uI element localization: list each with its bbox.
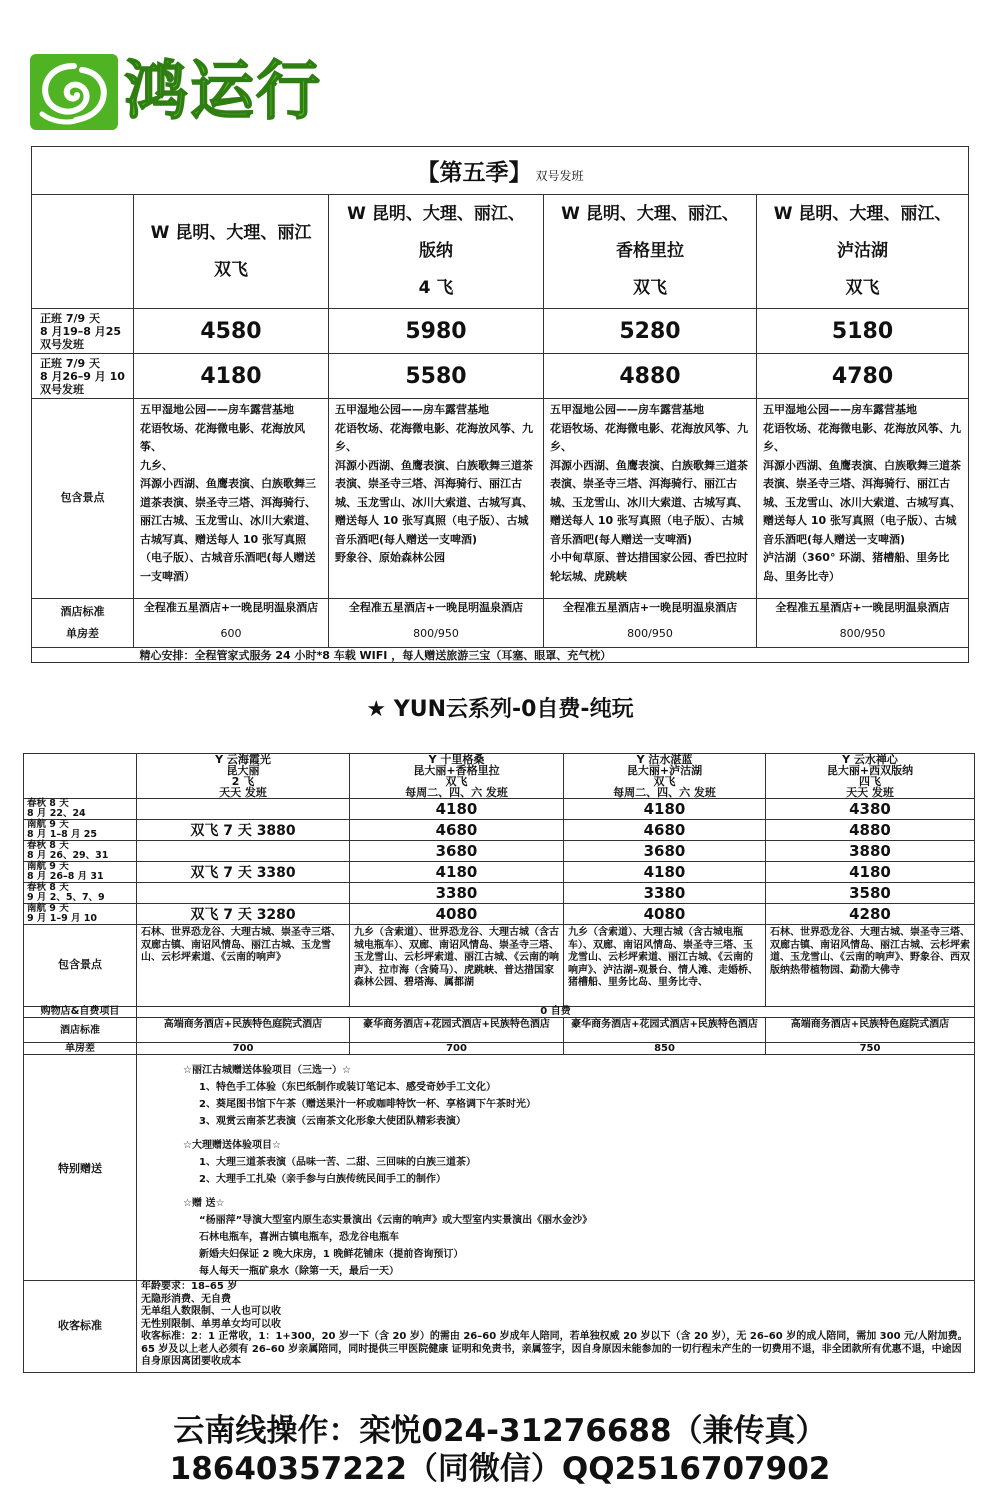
shopping-value: 0 自费	[137, 1007, 975, 1018]
corner-cell	[24, 754, 137, 799]
departure-label: 春秋 8 天 8 月 22、24	[24, 799, 137, 820]
price-cell: 3680	[350, 841, 564, 862]
departure-label: 春秋 8 天 9 月 2、5、7、9	[24, 883, 137, 904]
admission-rule: 无隐形消费、无自费	[141, 1293, 231, 1305]
hotel-label: 酒店标准 单房差	[32, 599, 134, 648]
gift-item: 2、大理手工扎染（亲手参与白族传统民间手工的制作）	[199, 1174, 446, 1185]
hotel-cell: 高端商务酒店+民族特色庭院式酒店	[766, 1018, 975, 1043]
hotel-cell: 高端商务酒店+民族特色庭院式酒店	[137, 1018, 350, 1043]
gift-label: 特别赠送	[24, 1055, 137, 1281]
gift-heading: ☆丽江古城赠送体验项目（三选一）☆	[183, 1065, 351, 1076]
single-room-diff: 850	[564, 1043, 766, 1055]
single-room-diff: 800/950	[627, 627, 673, 640]
logo	[28, 52, 322, 132]
swirl-logo-icon	[28, 52, 120, 132]
hotel-cell: 全程准五星酒店+一晚昆明温泉酒店 800/950	[544, 599, 757, 648]
gift-item: 石林电瓶车，喜洲古镇电瓶车，恐龙谷电瓶车	[199, 1232, 399, 1243]
departure-label: 南航 9 天 8 月 26–8 月 31	[24, 862, 137, 883]
gift-heading: ☆大理赠送体验项目☆	[183, 1140, 281, 1151]
season-five-table	[31, 146, 969, 663]
departure-label: 春秋 8 天 8 月 26、29、31	[24, 841, 137, 862]
empty-cell	[137, 883, 350, 904]
admission-rule: 65 岁及以上老人必须有 26–60 岁亲属陪同，同时提供三甲医院健康 证明和免责书，亲属签字，因自身原因未能参加的一切行程未产生的一切费用不退，非全团款所有优惠不退，中途因自身原因离团要收成本	[141, 1343, 962, 1367]
single-room-diff: 700	[137, 1043, 350, 1055]
single-room-diff: 750	[766, 1043, 975, 1055]
gift-item: 1、大理三道茶表演（品味一苦、二甜、三回味的白族三道茶）	[199, 1157, 476, 1168]
contact-footer	[0, 1412, 1000, 1488]
price-cell: 4780	[757, 354, 969, 399]
price-cell: 4380	[766, 799, 975, 820]
price-cell: 4180	[766, 862, 975, 883]
price-cell: 4080	[564, 904, 766, 925]
price-cell: 3580	[766, 883, 975, 904]
price-cell: 双飞 7 天 3880	[137, 820, 350, 841]
yun-series-table	[23, 753, 975, 1373]
contact-line: 云南线操作：栾悦024-31276688（兼传真）	[173, 1413, 827, 1449]
hotel-cell: 豪华商务酒店+花园式酒店+民族特色酒店	[564, 1018, 766, 1043]
route-header: W 昆明、大理、丽江 双飞	[134, 195, 329, 309]
price-cell: 双飞 7 天 3280	[137, 904, 350, 925]
departure-label: 南航 9 天 9 月 1–9 月 10	[24, 904, 137, 925]
scenic-cell: 五甲湿地公园——房车露营基地 花语牧场、花海微电影、花海放风筝、 九乡、 洱源小西湖、鱼鹰表演、白族歌舞三道茶表演、崇圣寺三塔、洱海骑行、 丽江古城、玉龙雪山、冰川大索道、古城写真、赠送每人 10 张写真照（电子版）、古城音乐酒吧(每人赠送一支啤酒）	[134, 399, 329, 599]
gift-heading: ☆赠 送☆	[183, 1198, 225, 1209]
price-cell: 4680	[564, 820, 766, 841]
price-cell: 3380	[350, 883, 564, 904]
price-cell: 3680	[564, 841, 766, 862]
scenic-cell: 石林、世界恐龙谷、大理古城、崇圣寺三塔、双廊古镇、南诏风情岛、丽江古城、云杉坪索道、玉龙雪山、《云南的响声》、野象谷、西双版纳热带植物园、勐泐大佛寺	[766, 925, 975, 1007]
hotel-cell: 豪华商务酒店+花园式酒店+民族特色酒店	[350, 1018, 564, 1043]
gift-item: 1、特色手工体验（东巴纸制作或装订笔记本、感受奇妙手工文化）	[199, 1082, 496, 1093]
scenic-cell: 石林、世界恐龙谷、大理古城、崇圣寺三塔、双廊古镇、南诏风情岛、丽江古城、玉龙雪山、云杉坪索道、《云南的响声》	[137, 925, 350, 1007]
single-room-diff: 600	[220, 627, 242, 640]
admission-rule: 无单组人数限制、一人也可以收	[141, 1306, 281, 1317]
single-room-diff: 800/950	[839, 627, 886, 640]
gift-item: 3、观赏云南茶艺表演（云南茶文化形象大使团队精彩表演）	[199, 1116, 466, 1127]
empty-cell	[137, 799, 350, 820]
price-cell: 3880	[766, 841, 975, 862]
empty-cell	[137, 841, 350, 862]
gift-item: “杨丽萍”导演大型室内原生态实景演出《云南的响声》或大型室内实景演出《丽水金沙》	[199, 1215, 593, 1226]
scenic-label: 包含景点	[32, 399, 134, 599]
admission-label: 收客标准	[24, 1281, 137, 1373]
scenic-cell: 五甲湿地公园——房车露营基地 花语牧场、花海微电影、花海放风筝、九乡、 洱源小西湖、鱼鹰表演、白族歌舞三道茶表演、崇圣寺三塔、洱海骑行、丽江古城、玉龙雪山、冰川大索道、古城写真、赠送每人 10 张写真照（电子版）、古城音乐酒吧(每人赠送一支啤酒) 野象谷、原始森林公园	[329, 399, 544, 599]
season-title: 【第五季】	[416, 160, 532, 186]
hotel-cell: 全程准五星酒店+一晚昆明温泉酒店 800/950	[329, 599, 544, 648]
price-cell: 5980	[329, 309, 544, 354]
route-header: Y 十里格桑 昆大丽+香格里拉 双飞 每周二、四、六 发班	[350, 754, 564, 799]
gift-item: 每人每天一瓶矿泉水（除第一天，最后一天）	[199, 1266, 399, 1277]
route-header: W 昆明、大理、丽江、 香格里拉 双飞	[544, 195, 757, 309]
single-room-label: 单房差	[24, 1043, 137, 1055]
price-cell: 4180	[350, 799, 564, 820]
price-cell: 5580	[329, 354, 544, 399]
gift-cell	[137, 1055, 975, 1281]
price-cell: 4180	[350, 862, 564, 883]
price-cell: 4180	[134, 354, 329, 399]
admission-cell	[137, 1281, 975, 1373]
hotel-cell: 全程准五星酒店+一晚昆明温泉酒店 600	[134, 599, 329, 648]
series-title: ★ YUN云系列-0自费-纯玩	[366, 697, 634, 722]
price-cell: 4080	[350, 904, 564, 925]
price-cell: 4880	[544, 354, 757, 399]
contact-line: 18640357222（同微信）QQ2516707902	[169, 1451, 831, 1487]
gift-item: 新婚夫妇保证 2 晚大床房，1 晚鲜花铺床（提前咨询预订）	[199, 1249, 464, 1260]
season-header	[32, 147, 969, 195]
route-header: W 昆明、大理、丽江、 泸沽湖 双飞	[757, 195, 969, 309]
route-header: Y 云水禅心 昆大丽+西双版纳 四飞 天天 发班	[766, 754, 975, 799]
scenic-cell: 九乡（含索道）、世界恐龙谷、大理古城（含古城电瓶车）、双廊、南诏风情岛、崇圣寺三塔、玉龙雪山、云杉坪索道、丽江古城、《云南的响声》、拉市海（含骑马）、虎跳峡、普达措国家森林公园、碧塔海、属都湖	[350, 925, 564, 1007]
scenic-cell: 五甲湿地公园——房车露营基地 花语牧场、花海微电影、花海放风筝、九乡、 洱源小西湖、鱼鹰表演、白族歌舞三道茶表演、崇圣寺三塔、洱海骑行、丽江古城、玉龙雪山、冰川大索道、古城写真、赠送每人 10 张写真照（电子版）、古城音乐酒吧(每人赠送一支啤酒) 泸沽湖（360° 环湖、猪槽船、里务比岛、里务比寺）	[757, 399, 969, 599]
departure-label: 南航 9 天 8 月 1–8 月 25	[24, 820, 137, 841]
price-cell: 4280	[766, 904, 975, 925]
corner-cell	[32, 195, 134, 309]
price-cell: 4880	[766, 820, 975, 841]
scenic-cell: 九乡（含索道）、大理古城（含古城电瓶车）、双廊、南诏风情岛、崇圣寺三塔、玉龙雪山、云杉坪索道、丽江古城、《云南的响声》、泸沽湖–观景台、情人滩、走婚桥、猪槽船、里务比岛、里务比寺、	[564, 925, 766, 1007]
route-header: Y 云海霞光 昆大丽 2 飞 天天 发班	[137, 754, 350, 799]
gift-item: 2、葵尾图书馆下午茶（赠送果汁一杯或咖啡特饮一杯、享格调下午茶时光）	[199, 1099, 536, 1110]
route-header: Y 沽水湛蓝 昆大丽+泸沽湖 双飞 每周二、四、六 发班	[564, 754, 766, 799]
route-header: W 昆明、大理、丽江、 版纳 4 飞	[329, 195, 544, 309]
price-cell: 4180	[564, 799, 766, 820]
departure-label: 正班 7/9 天 8 月26–9 月 10 双号发班	[32, 354, 134, 399]
price-cell: 5180	[757, 309, 969, 354]
hotel-label: 酒店标准	[24, 1018, 137, 1043]
departure-label: 正班 7/9 天 8 月19–8 月25 双号发班	[32, 309, 134, 354]
admission-rule: 收客标准：2：1 正常收，1：1+300，20 岁一下（含 20 岁）的需由 26–60 岁成年人陪同，若单独权威 20 岁以下（含 20 岁），无 26–60 岁的成人陪同，需加 300 元/人附加费。	[141, 1331, 968, 1342]
single-room-diff: 700	[350, 1043, 564, 1055]
hotel-cell: 全程准五星酒店+一晚昆明温泉酒店 800/950	[757, 599, 969, 648]
shopping-label: 购物店&自费项目	[24, 1007, 137, 1018]
price-cell: 4580	[134, 309, 329, 354]
price-cell: 3380	[564, 883, 766, 904]
brand-name: 鸿运行	[124, 55, 322, 129]
price-cell: 4180	[564, 862, 766, 883]
price-cell: 4680	[350, 820, 564, 841]
price-cell: 双飞 7 天 3380	[137, 862, 350, 883]
price-cell: 5280	[544, 309, 757, 354]
season-subtitle: 双号发班	[535, 169, 584, 183]
note-spacer	[32, 648, 134, 663]
scenic-cell: 五甲湿地公园——房车露营基地 花语牧场、花海微电影、花海放风筝、九乡、 洱源小西湖、鱼鹰表演、白族歌舞三道茶表演、崇圣寺三塔、洱海骑行、丽江古城、玉龙雪山、冰川大索道、古城写真、赠送每人 10 张写真照（电子版）、古城音乐酒吧(每人赠送一支啤酒) 小中甸草原、普达措国家公园、香巴拉时轮坛城、虎跳峡	[544, 399, 757, 599]
scenic-label: 包含景点	[24, 925, 137, 1007]
admission-rule: 年龄要求：18–65 岁	[141, 1281, 238, 1292]
single-room-diff: 800/950	[413, 627, 459, 640]
admission-rule: 无性别限制、单男单女均可以收	[141, 1318, 281, 1330]
service-note: 精心安排：全程管家式服务 24 小时*8 车载 WIFI ，每人赠送旅游三宝（耳塞、眼罩、充气枕）	[134, 648, 969, 663]
